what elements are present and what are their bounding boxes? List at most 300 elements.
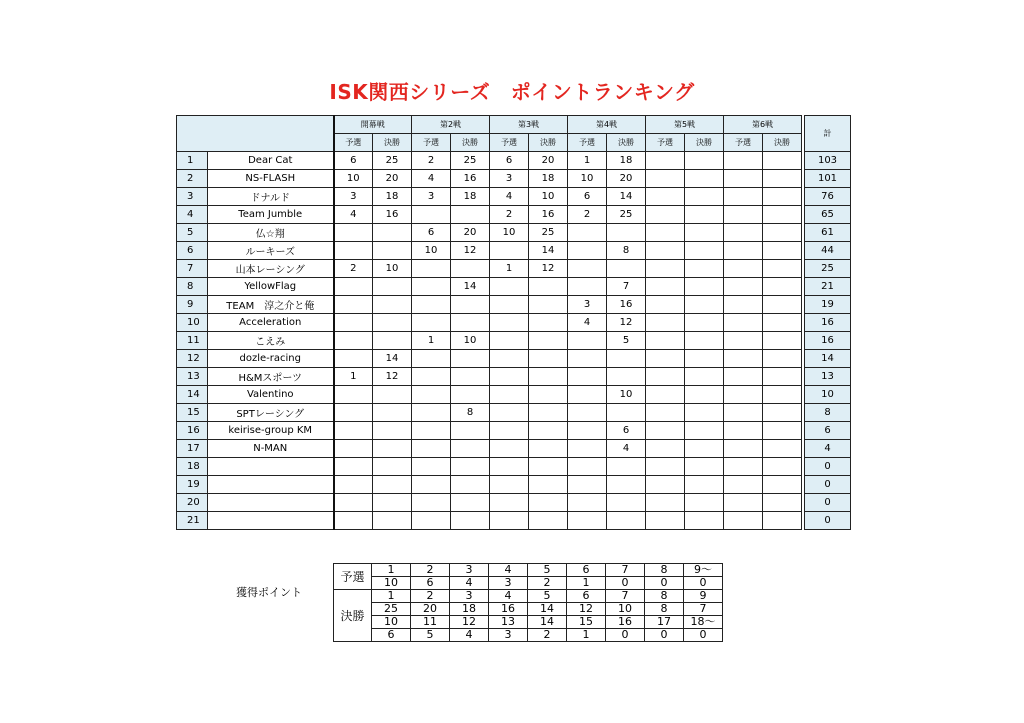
score-cell — [646, 188, 685, 206]
score-cell: 10 — [451, 332, 490, 350]
score-cell — [451, 350, 490, 368]
table-row — [177, 350, 851, 368]
score-cell — [373, 494, 412, 512]
score-cell — [490, 368, 529, 386]
total-cell: 61 — [805, 224, 851, 242]
round-header: 第5戦 — [646, 116, 724, 134]
points-cell: 20 — [411, 603, 450, 616]
total-cell: 44 — [805, 242, 851, 260]
team-cell: ドナルド — [208, 188, 334, 206]
table-row — [177, 206, 851, 224]
score-cell: 4 — [412, 170, 451, 188]
score-cell — [334, 422, 373, 440]
score-cell — [451, 314, 490, 332]
total-header: 計 — [805, 116, 851, 152]
score-cell — [373, 332, 412, 350]
total-cell: 8 — [805, 404, 851, 422]
score-cell: 14 — [451, 278, 490, 296]
qualifying-header: 予選 — [334, 134, 373, 152]
score-cell — [529, 332, 568, 350]
score-cell: 10 — [568, 170, 607, 188]
score-cell — [763, 350, 802, 368]
score-cell: 20 — [373, 170, 412, 188]
points-cell: 12 — [450, 616, 489, 629]
points-cell: 6 — [567, 564, 606, 577]
score-cell: 8 — [451, 404, 490, 422]
table-row — [177, 458, 851, 476]
score-cell — [451, 260, 490, 278]
total-cell: 21 — [805, 278, 851, 296]
table-row — [177, 224, 851, 242]
score-cell: 1 — [334, 368, 373, 386]
score-cell: 1 — [568, 152, 607, 170]
score-cell — [763, 458, 802, 476]
score-cell: 12 — [529, 260, 568, 278]
score-cell — [568, 332, 607, 350]
points-cell: 1 — [567, 577, 606, 590]
score-cell — [724, 296, 763, 314]
final-header: 決勝 — [373, 134, 412, 152]
score-cell — [568, 404, 607, 422]
points-cell: 17 — [645, 616, 684, 629]
score-cell — [334, 314, 373, 332]
score-cell — [490, 476, 529, 494]
score-cell — [724, 494, 763, 512]
score-cell: 16 — [373, 206, 412, 224]
score-cell — [724, 242, 763, 260]
score-cell — [412, 494, 451, 512]
score-cell: 3 — [334, 188, 373, 206]
score-cell — [568, 512, 607, 530]
score-cell — [607, 512, 646, 530]
score-cell — [490, 512, 529, 530]
rank-cell: 6 — [177, 242, 208, 260]
score-cell — [334, 332, 373, 350]
score-cell: 6 — [607, 422, 646, 440]
rank-cell: 2 — [177, 170, 208, 188]
score-cell — [334, 278, 373, 296]
score-cell — [334, 404, 373, 422]
score-cell: 12 — [451, 242, 490, 260]
score-cell — [451, 512, 490, 530]
score-cell — [685, 224, 724, 242]
score-cell — [724, 278, 763, 296]
table-row — [177, 476, 851, 494]
score-cell — [607, 368, 646, 386]
score-cell — [529, 314, 568, 332]
score-cell — [646, 206, 685, 224]
team-cell: 仏☆翔 — [208, 224, 334, 242]
table-row — [177, 188, 851, 206]
rank-cell: 21 — [177, 512, 208, 530]
score-cell — [412, 386, 451, 404]
points-cell: 10 — [606, 603, 645, 616]
team-cell: ルーキーズ — [208, 242, 334, 260]
score-cell — [451, 368, 490, 386]
score-cell — [373, 404, 412, 422]
score-cell: 25 — [451, 152, 490, 170]
points-cell: 14 — [528, 616, 567, 629]
total-cell: 0 — [805, 458, 851, 476]
score-cell — [451, 296, 490, 314]
score-cell — [724, 332, 763, 350]
score-cell — [763, 242, 802, 260]
score-cell — [763, 422, 802, 440]
team-cell: SPTレーシング — [208, 404, 334, 422]
score-cell — [724, 152, 763, 170]
score-cell: 14 — [373, 350, 412, 368]
points-cell: 5 — [411, 629, 450, 642]
score-cell — [412, 512, 451, 530]
score-cell: 6 — [412, 224, 451, 242]
score-cell — [529, 404, 568, 422]
score-cell: 16 — [529, 206, 568, 224]
points-cell: 8 — [645, 564, 684, 577]
team-cell: NS-FLASH — [208, 170, 334, 188]
team-cell: Valentino — [208, 386, 334, 404]
points-row — [334, 603, 723, 616]
score-cell — [373, 296, 412, 314]
score-cell — [607, 404, 646, 422]
total-cell: 103 — [805, 152, 851, 170]
score-cell: 3 — [568, 296, 607, 314]
team-cell: YellowFlag — [208, 278, 334, 296]
table-row — [177, 314, 851, 332]
points-cell: 1 — [372, 590, 411, 603]
score-cell — [412, 404, 451, 422]
score-cell — [529, 386, 568, 404]
score-cell — [490, 350, 529, 368]
score-cell — [568, 350, 607, 368]
points-cell: 16 — [606, 616, 645, 629]
score-cell — [724, 224, 763, 242]
score-cell — [685, 314, 724, 332]
score-cell — [568, 440, 607, 458]
score-cell — [412, 368, 451, 386]
points-cell: 0 — [606, 577, 645, 590]
score-cell: 4 — [334, 206, 373, 224]
points-cell: 4 — [489, 564, 528, 577]
qualifying-header: 予選 — [490, 134, 529, 152]
total-cell: 16 — [805, 314, 851, 332]
score-cell — [763, 278, 802, 296]
score-cell — [490, 242, 529, 260]
score-cell — [724, 206, 763, 224]
round-header: 第4戦 — [568, 116, 646, 134]
score-cell: 4 — [607, 440, 646, 458]
score-cell — [451, 494, 490, 512]
points-cell: 10 — [372, 616, 411, 629]
score-cell — [490, 314, 529, 332]
score-cell: 6 — [568, 188, 607, 206]
score-cell — [646, 350, 685, 368]
score-cell — [568, 242, 607, 260]
score-cell — [568, 368, 607, 386]
score-cell — [373, 278, 412, 296]
score-cell — [763, 386, 802, 404]
total-cell: 25 — [805, 260, 851, 278]
table-row — [177, 512, 851, 530]
points-cell: 18〜 — [684, 616, 723, 629]
score-cell: 3 — [490, 170, 529, 188]
score-cell — [334, 350, 373, 368]
score-cell — [412, 422, 451, 440]
score-cell: 16 — [451, 170, 490, 188]
points-category: 決勝 — [334, 590, 372, 642]
score-cell — [724, 314, 763, 332]
points-row — [334, 564, 723, 577]
score-cell — [763, 404, 802, 422]
score-cell — [373, 224, 412, 242]
points-cell: 2 — [528, 577, 567, 590]
rank-cell: 15 — [177, 404, 208, 422]
rank-cell: 7 — [177, 260, 208, 278]
score-cell — [685, 494, 724, 512]
score-cell — [412, 260, 451, 278]
table-row — [177, 170, 851, 188]
score-cell — [334, 494, 373, 512]
score-cell — [607, 458, 646, 476]
table-row — [177, 494, 851, 512]
points-label: 獲得ポイント — [236, 586, 302, 599]
score-cell — [529, 458, 568, 476]
score-cell — [490, 494, 529, 512]
score-cell: 20 — [607, 170, 646, 188]
score-cell — [568, 422, 607, 440]
score-cell — [763, 152, 802, 170]
points-cell: 3 — [489, 629, 528, 642]
team-cell: H&Mスポーツ — [208, 368, 334, 386]
round-header-row — [177, 116, 851, 134]
points-cell: 3 — [489, 577, 528, 590]
rank-cell: 13 — [177, 368, 208, 386]
rank-cell: 17 — [177, 440, 208, 458]
score-cell — [763, 512, 802, 530]
final-header: 決勝 — [763, 134, 802, 152]
score-cell — [412, 278, 451, 296]
rank-cell: 16 — [177, 422, 208, 440]
score-cell — [646, 170, 685, 188]
total-cell: 101 — [805, 170, 851, 188]
points-cell: 0 — [645, 629, 684, 642]
score-cell — [490, 386, 529, 404]
score-cell — [724, 260, 763, 278]
rank-cell: 19 — [177, 476, 208, 494]
team-cell: TEAM 淳之介と俺 — [208, 296, 334, 314]
score-cell — [646, 404, 685, 422]
score-cell — [373, 422, 412, 440]
rank-cell: 4 — [177, 206, 208, 224]
score-cell — [685, 296, 724, 314]
team-cell: keirise-group KM — [208, 422, 334, 440]
score-cell — [685, 278, 724, 296]
total-cell: 0 — [805, 476, 851, 494]
score-cell — [646, 296, 685, 314]
score-cell: 8 — [607, 242, 646, 260]
score-cell — [685, 512, 724, 530]
score-cell — [451, 458, 490, 476]
score-cell: 16 — [607, 296, 646, 314]
points-cell: 8 — [645, 590, 684, 603]
table-row — [177, 368, 851, 386]
total-cell: 4 — [805, 440, 851, 458]
score-cell — [568, 386, 607, 404]
points-cell: 7 — [684, 603, 723, 616]
rank-cell: 12 — [177, 350, 208, 368]
score-cell: 25 — [373, 152, 412, 170]
points-cell: 3 — [450, 564, 489, 577]
points-cell: 12 — [567, 603, 606, 616]
score-cell — [412, 440, 451, 458]
rank-cell: 9 — [177, 296, 208, 314]
score-cell — [412, 314, 451, 332]
points-cell: 15 — [567, 616, 606, 629]
table-row — [177, 386, 851, 404]
table-row — [177, 404, 851, 422]
score-cell — [646, 278, 685, 296]
score-cell: 1 — [412, 332, 451, 350]
score-cell — [529, 512, 568, 530]
total-cell: 0 — [805, 494, 851, 512]
score-cell: 18 — [373, 188, 412, 206]
rank-cell: 3 — [177, 188, 208, 206]
score-cell — [451, 206, 490, 224]
score-cell: 5 — [607, 332, 646, 350]
points-cell: 1 — [567, 629, 606, 642]
score-cell — [763, 332, 802, 350]
team-cell: Acceleration — [208, 314, 334, 332]
page-title: ISK関西シリーズ ポイントランキング — [329, 80, 695, 104]
score-cell — [607, 494, 646, 512]
score-cell — [724, 350, 763, 368]
score-cell — [646, 224, 685, 242]
total-cell: 65 — [805, 206, 851, 224]
score-cell — [685, 188, 724, 206]
points-cell: 25 — [372, 603, 411, 616]
score-cell — [529, 476, 568, 494]
points-cell: 0 — [606, 629, 645, 642]
score-cell — [763, 260, 802, 278]
points-cell: 6 — [372, 629, 411, 642]
points-cell: 4 — [450, 577, 489, 590]
points-cell: 16 — [489, 603, 528, 616]
points-cell: 1 — [372, 564, 411, 577]
header-corner — [177, 116, 334, 152]
score-cell — [451, 440, 490, 458]
total-cell: 0 — [805, 512, 851, 530]
score-cell — [451, 422, 490, 440]
round-header: 第6戦 — [724, 116, 802, 134]
score-cell — [529, 296, 568, 314]
score-cell — [412, 476, 451, 494]
total-cell: 13 — [805, 368, 851, 386]
score-cell — [685, 332, 724, 350]
rank-cell: 10 — [177, 314, 208, 332]
rank-cell: 5 — [177, 224, 208, 242]
points-category: 予選 — [334, 564, 372, 590]
score-cell — [490, 404, 529, 422]
round-header: 第3戦 — [490, 116, 568, 134]
score-cell — [685, 458, 724, 476]
rank-cell: 18 — [177, 458, 208, 476]
score-cell: 10 — [607, 386, 646, 404]
score-cell — [724, 440, 763, 458]
score-cell — [763, 296, 802, 314]
score-cell — [529, 278, 568, 296]
score-cell — [568, 278, 607, 296]
rank-cell: 14 — [177, 386, 208, 404]
score-cell — [490, 458, 529, 476]
score-cell — [373, 458, 412, 476]
score-cell — [685, 404, 724, 422]
score-cell: 6 — [490, 152, 529, 170]
score-cell — [373, 242, 412, 260]
table-row — [177, 440, 851, 458]
score-cell — [373, 386, 412, 404]
points-cell: 0 — [645, 577, 684, 590]
score-cell — [724, 170, 763, 188]
score-cell — [646, 386, 685, 404]
score-cell — [529, 494, 568, 512]
points-cell: 7 — [606, 590, 645, 603]
team-cell: こえみ — [208, 332, 334, 350]
round-header: 第2戦 — [412, 116, 490, 134]
score-cell — [685, 350, 724, 368]
score-cell — [646, 440, 685, 458]
score-cell — [724, 512, 763, 530]
score-cell: 2 — [490, 206, 529, 224]
score-cell: 20 — [529, 152, 568, 170]
score-cell — [568, 476, 607, 494]
table-row — [177, 422, 851, 440]
score-cell: 18 — [451, 188, 490, 206]
score-cell: 18 — [529, 170, 568, 188]
score-cell — [724, 422, 763, 440]
score-cell — [646, 512, 685, 530]
score-cell — [685, 206, 724, 224]
score-cell: 1 — [490, 260, 529, 278]
score-cell: 14 — [529, 242, 568, 260]
score-cell — [763, 224, 802, 242]
score-cell — [685, 260, 724, 278]
score-cell — [763, 476, 802, 494]
score-cell — [646, 314, 685, 332]
score-cell — [334, 458, 373, 476]
score-cell — [568, 458, 607, 476]
score-cell: 12 — [373, 368, 412, 386]
points-cell: 8 — [645, 603, 684, 616]
table-row — [177, 296, 851, 314]
score-cell — [724, 404, 763, 422]
rank-cell: 8 — [177, 278, 208, 296]
points-cell: 2 — [528, 629, 567, 642]
score-cell — [412, 296, 451, 314]
score-cell — [412, 206, 451, 224]
score-cell — [646, 368, 685, 386]
score-cell — [490, 422, 529, 440]
score-cell — [724, 458, 763, 476]
score-cell — [412, 350, 451, 368]
table-row — [177, 332, 851, 350]
score-cell — [646, 260, 685, 278]
final-header: 決勝 — [685, 134, 724, 152]
score-cell — [373, 476, 412, 494]
score-cell: 6 — [334, 152, 373, 170]
score-cell — [334, 296, 373, 314]
score-cell — [529, 422, 568, 440]
total-cell: 6 — [805, 422, 851, 440]
score-cell — [568, 260, 607, 278]
